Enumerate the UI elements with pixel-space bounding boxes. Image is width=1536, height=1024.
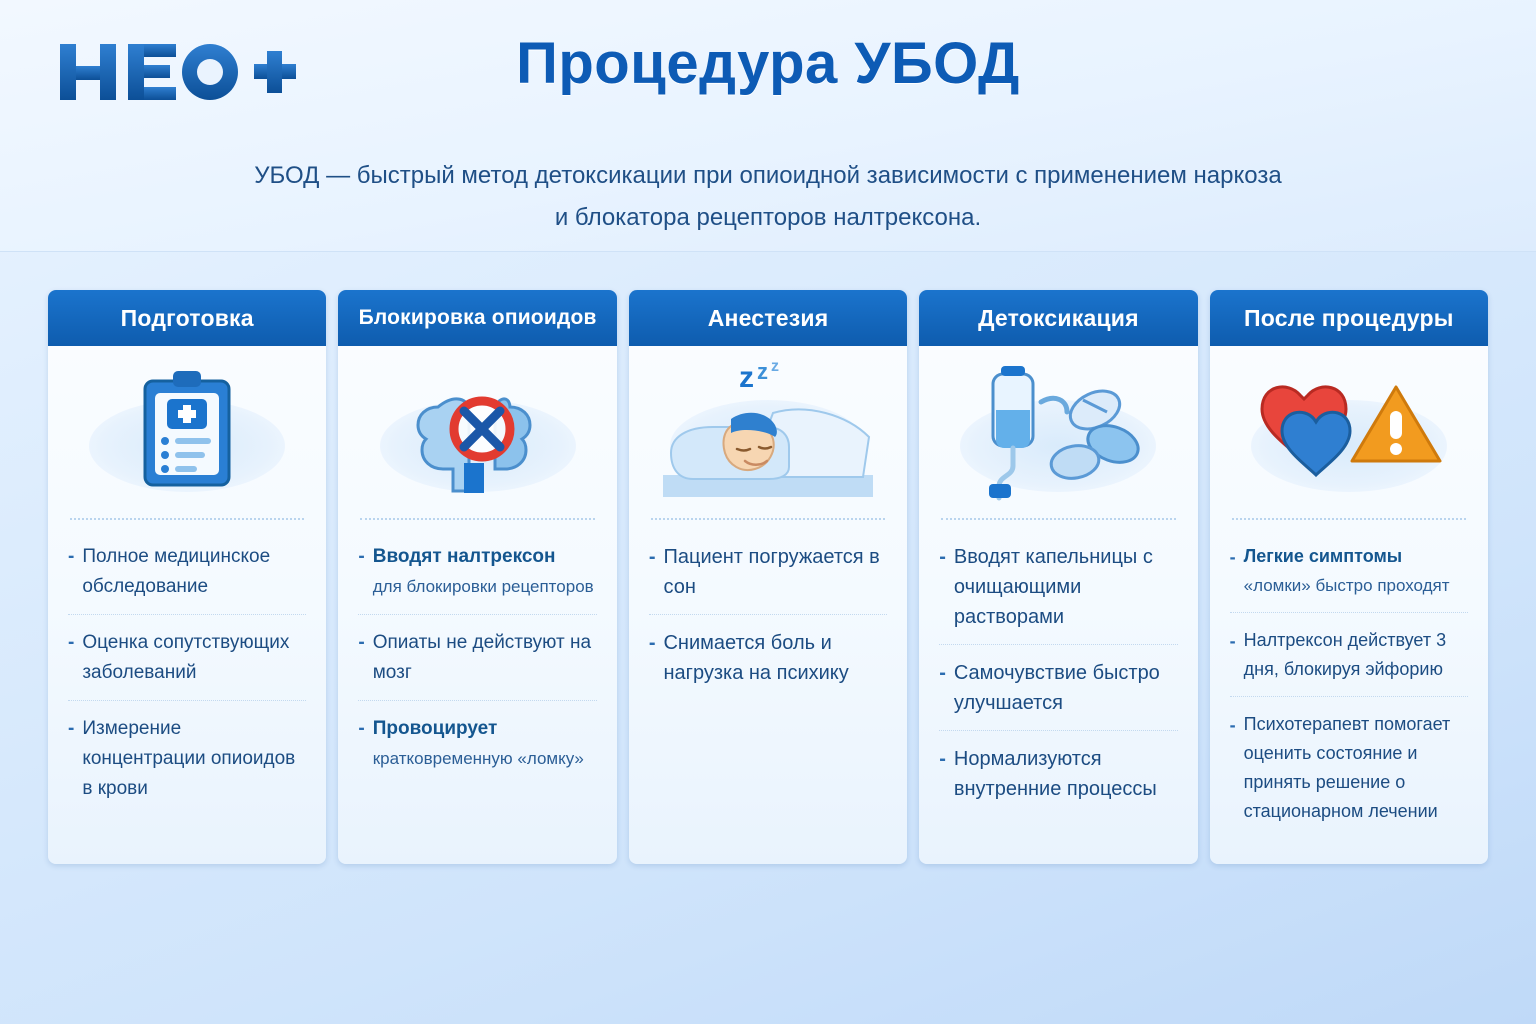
iv-drip-pills-icon [919, 346, 1197, 518]
svg-text:z: z [739, 361, 755, 394]
bullet-dash: - [1229, 631, 1236, 651]
bullet-text: Самочувствие быстро улучшается [953, 662, 1160, 714]
list-item [1230, 696, 1468, 838]
bullet-text: Снимается боль и нагрузка на психику [663, 632, 849, 684]
list-item [358, 700, 596, 786]
bullet-subtext: «ломки» быстро проходят [1243, 576, 1450, 595]
bullet-text: Оценка сопутствующих заболеваний [82, 632, 290, 683]
step-title: Детоксикация [919, 290, 1197, 346]
step-bullets [919, 520, 1197, 864]
list-item [68, 542, 306, 614]
bullet-dash: - [358, 546, 365, 567]
bullet-subtext: кратковременную «ломку» [372, 749, 584, 768]
list-item [1230, 542, 1468, 612]
page-title: Процедура УБОД [516, 31, 1020, 96]
step-title: Подготовка [48, 290, 326, 346]
bullet-text: Вводят капельницы с очищающими растворами [953, 546, 1153, 628]
bullet-dash: - [68, 718, 75, 739]
bullet-dash: - [68, 632, 75, 653]
bullet-dash: - [939, 662, 946, 684]
bullet-text: Опиаты не действуют на мозг [372, 632, 592, 683]
bullet-text: Полное медицинское обследование [82, 546, 271, 597]
bullet-text: Нормализуются внутренние процессы [953, 748, 1157, 800]
list-item [939, 542, 1177, 644]
bullet-text [373, 714, 597, 774]
list-item [1230, 612, 1468, 696]
list-item [358, 542, 596, 614]
svg-text:z: z [771, 358, 780, 375]
step-bullets [338, 520, 616, 864]
clipboard-medical-icon [48, 346, 326, 518]
step-bullets [48, 520, 326, 864]
subtitle-line-2: и блокатора рецепторов налтрексона. [554, 204, 982, 231]
step-column-preparation [48, 290, 326, 864]
svg-text:z: z [757, 359, 769, 384]
step-title: После процедуры [1210, 290, 1488, 346]
bullet-subtext: для блокировки рецепторов [372, 577, 594, 596]
list-item [358, 614, 596, 700]
bullet-dash: - [939, 748, 946, 770]
steps-board [48, 290, 1488, 864]
bullet-text-strong: Провоцирует [372, 718, 498, 739]
footer-spacer [0, 964, 1536, 1024]
bullet-dash: - [358, 718, 365, 739]
step-bullets [629, 520, 907, 864]
bullet-text-strong: Легкие симптомы [1243, 546, 1403, 566]
heart-warning-icon [1210, 346, 1488, 518]
bullet-text [373, 542, 597, 602]
list-item [68, 700, 306, 816]
bullet-text: Пациент погружается в сон [663, 546, 880, 598]
bullet-dash: - [648, 546, 656, 568]
step-column-anesthesia [629, 290, 907, 864]
bullet-dash: - [68, 546, 75, 567]
step-column-opioid-blocking [338, 290, 616, 864]
bullet-dash: - [358, 632, 365, 653]
subtitle-line-1: УБОД — быстрый метод детоксикации при опиоидной зависимости с применением наркоза [254, 162, 1282, 189]
step-bullets [1210, 520, 1488, 864]
list-item [68, 614, 306, 700]
bullet-text: Измерение концентрации опиоидов в крови [82, 718, 296, 799]
infographic-header [0, 0, 1536, 252]
step-column-after-procedure [1210, 290, 1488, 864]
list-item [939, 730, 1177, 816]
bullet-dash: - [648, 632, 656, 654]
sleeping-patient-icon [629, 346, 907, 518]
list-item [649, 614, 887, 700]
list-item [649, 542, 887, 614]
page-subtitle [168, 155, 1368, 239]
bullet-text [1244, 542, 1468, 600]
step-title: Блокировка опиоидов [338, 290, 616, 346]
bullet-text: Налтрексон действует 3 дня, блокируя эйфорию [1243, 630, 1447, 679]
bullet-text: Психотерапевт помогает оценить состояние и принять решение о стационарном лечении [1243, 714, 1451, 821]
step-column-detoxification [919, 290, 1197, 864]
bullet-text-strong: Вводят налтрексон [372, 546, 556, 567]
bullet-dash: - [939, 546, 946, 568]
step-title: Анестезия [629, 290, 907, 346]
list-item [939, 644, 1177, 730]
bullet-dash: - [1229, 547, 1236, 567]
bullet-dash: - [1229, 715, 1236, 735]
brain-blocked-icon [338, 346, 616, 518]
